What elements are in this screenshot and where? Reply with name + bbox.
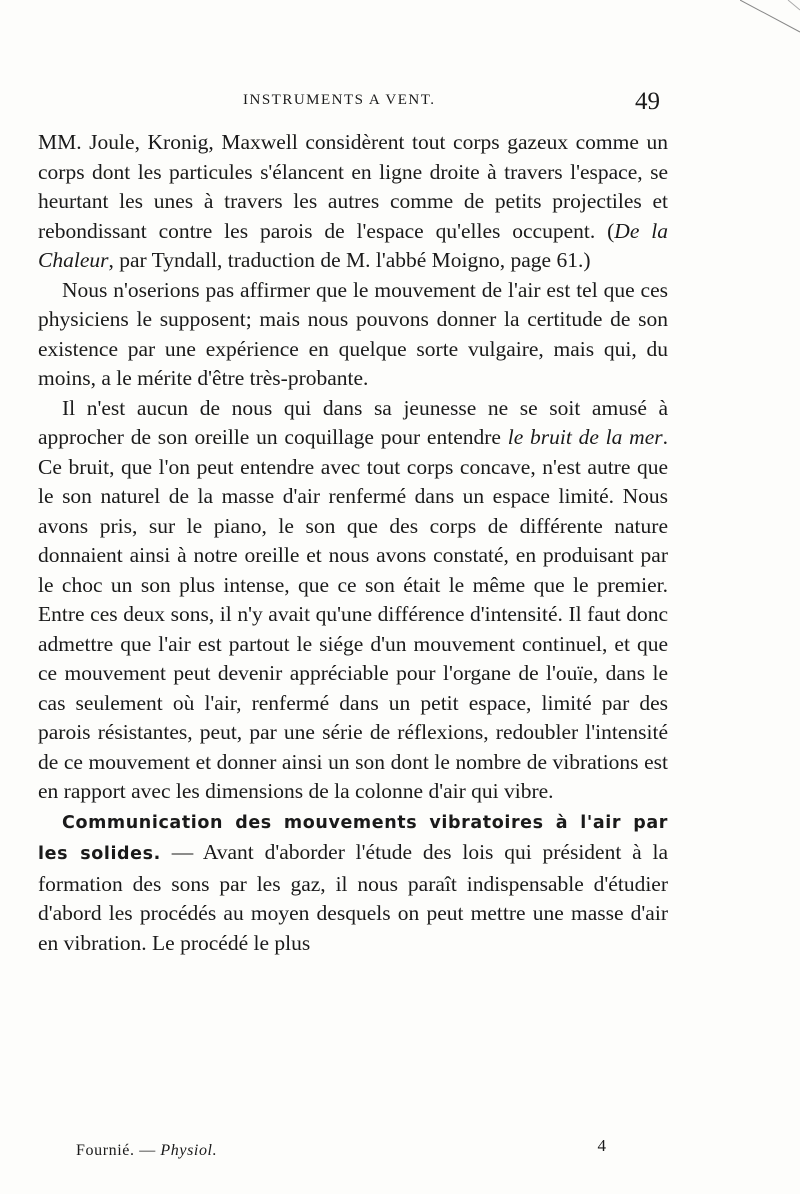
- paragraph-4: [38, 807, 668, 959]
- footer-author: Fournié.: [76, 1142, 135, 1159]
- paragraph-3: [38, 394, 668, 807]
- running-title: INSTRUMENTS A VENT.: [243, 92, 436, 108]
- footer-signature: [76, 1142, 217, 1160]
- paragraph-1: [38, 128, 668, 276]
- paragraph-2: [38, 276, 668, 394]
- footer-work: Physiol.: [160, 1142, 218, 1159]
- body-text: [38, 128, 668, 958]
- page-footer: [76, 1136, 606, 1166]
- running-header: [38, 90, 668, 120]
- text-run: Il n'est aucun de nous qui dans sa jeunesse ne se soit amusé à approcher de son oreille un coquillage pour entendre: [38, 395, 668, 449]
- text-run: — Avant d'aborder l'étude des lois qui président à la formation des sons par les gaz, il nous paraît indispensable d'étudier d'abord les procédés au moyen desquels on peut mettre une masse d'air en vibration. Le procédé le plus: [38, 840, 668, 955]
- signature-mark: 4: [597, 1136, 606, 1155]
- italic-text: le bruit de la mer: [507, 425, 663, 449]
- italic-text: De la Chaleur: [38, 218, 668, 272]
- text-run: Nous n'oserions pas affirmer que le mouvement de l'air est tel que ces physiciens le supposent; mais nous pouvons donner la certitude de son existence par une expérience en quelque sorte vulgaire, mais qui, du moins, a le mérite d'être très-probante.: [38, 277, 668, 390]
- text-run: , par Tyndall, traduction de M. l'abbé Moigno, page 61.): [108, 248, 591, 272]
- page-edge-mark: [740, 0, 800, 60]
- text-run: MM. Joule, Kronig, Maxwell considèrent tout corps gazeux comme un corps dont les particules s'élancent en ligne droite à travers l'espace, se heurtant les unes à travers les autres comme de petits projectiles et rebondissant contre les parois de l'espace qu'elles occupent. (: [38, 130, 668, 243]
- text-run: . Ce bruit, que l'on peut entendre avec tout corps concave, n'est autre que le son naturel de la masse d'air renfermé dans un espace limité. Nous avons pris, sur le piano, le son que des corps de différente nature donnaient ainsi à notre oreille et nous avons constaté, en produisant par le choc un son plus intense, que ce son était le même que le premier. Entre ces deux sons, il n'y avait qu'une différence d'intensité. Il faut donc admettre que l'air est partout le siége d'un mouvement continuel, et que ce mouvement peut devenir appréciable pour l'organe de l'ouïe, dans le cas seulement où l'air, renfermé dans un petit espace, limité par des parois résistantes, peut, par une série de réflexions, redoubler l'intensité de ce mouvement et donner ainsi un son dont le nombre de vibrations est en rapport avec les dimensions de la colonne d'air qui vibre.: [38, 425, 668, 803]
- section-heading: Communication des mouvements vibratoires à l'air par les solides.: [38, 812, 668, 864]
- page-number: 49: [635, 88, 660, 115]
- footer-separator: —: [139, 1142, 156, 1159]
